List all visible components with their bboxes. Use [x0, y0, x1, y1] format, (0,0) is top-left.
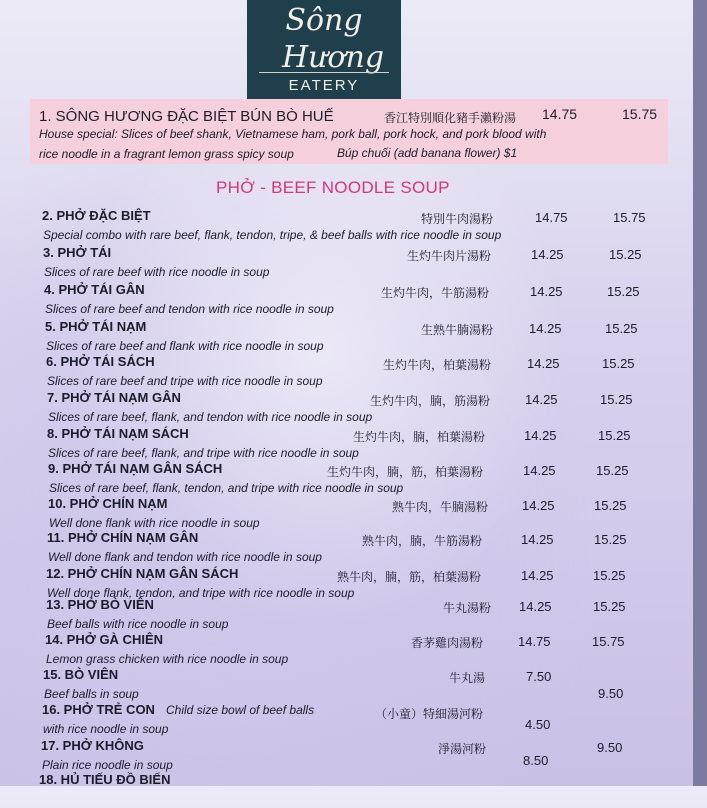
item-name: 7. PHỞ TÁI NẠM GÂN — [47, 390, 181, 405]
price-regular: 14.25 — [521, 532, 554, 547]
price-large: 9.50 — [598, 686, 624, 701]
item-name: 13. PHỞ BÒ VIÊN — [46, 597, 154, 612]
price-regular: 14.25 — [529, 321, 562, 336]
price-regular: 14.25 — [522, 498, 555, 513]
logo-subtitle: EATERY — [288, 77, 360, 94]
item-description: Well done flank, tendon, and tripe with rice noodle in soup — [47, 586, 355, 600]
item-name: 6. PHỞ TÁI SÁCH — [46, 354, 155, 369]
item-description: Lemon grass chicken with rice noodle in soup — [46, 652, 289, 666]
logo-divider — [259, 72, 389, 73]
price-large: 9.50 — [597, 740, 623, 755]
price-regular: 14.25 — [530, 284, 563, 299]
item-description: Slices of rare beef and tendon with rice noodle in soup — [45, 302, 334, 316]
item-name: 9. PHỞ TÁI NẠM GÂN SÁCH — [48, 461, 223, 476]
logo-line-1: Sông — [285, 3, 363, 38]
item-description: Special combo with rare beef, flank, tendon, tripe, & beef balls with rice noodle in soup — [43, 228, 502, 242]
item-chinese-name: 生灼牛肉，柏葉湯粉 — [383, 358, 492, 372]
item-chinese-name: 生灼牛肉，牛筋湯粉 — [381, 286, 490, 300]
item-description: Slices of rare beef and tripe with rice noodle in soup — [47, 374, 323, 388]
item-chinese-name: 特別牛肉湯粉 — [421, 212, 494, 226]
item-chinese-name: 熟牛肉，牛腩湯粉 — [392, 500, 489, 514]
menu-item — [0, 738, 707, 774]
price-regular: 14.75 — [518, 634, 551, 649]
price-large: 15.75 — [592, 634, 625, 649]
item-name: 14. PHỞ GÀ CHIÊN — [45, 632, 164, 647]
price-regular: 14.75 — [542, 106, 578, 122]
item-name: 18. HỦ TIẾU ĐỒ BIỂN — [39, 772, 171, 787]
item-name: 16. PHỞ TRẺ CON — [42, 702, 155, 717]
item-name: 11. PHỞ CHÍN NẠM GÂN — [47, 530, 199, 545]
price-regular: 14.25 — [524, 428, 557, 443]
item-description: Slices of rare beef, flank, and tendon with rice noodle in soup — [48, 410, 373, 424]
item-chinese-name: 生灼牛肉，腩，筋，柏葉湯粉 — [327, 465, 484, 479]
house-special-item — [30, 99, 668, 164]
item-description-line-1: House special: Slices of beef shank, Vietnamese ham, pork ball, pork hock, and pork blood with — [39, 127, 547, 141]
item-name: 3. PHỞ TÁI — [43, 245, 112, 260]
logo-line-2: Hương — [281, 40, 385, 75]
item-chinese-name: 熟牛肉，腩，牛筋湯粉 — [362, 534, 483, 548]
menu-item — [0, 702, 707, 738]
menu-item — [0, 632, 707, 668]
price-large: 15.25 — [593, 568, 626, 583]
price-regular: 14.25 — [523, 463, 556, 478]
price-large: 15.25 — [607, 284, 640, 299]
menu-item — [0, 319, 707, 355]
price-regular: 7.50 — [526, 669, 552, 684]
item-chinese-name: 生灼牛肉，腩，柏葉湯粉 — [353, 430, 486, 444]
item-description: Beef balls with rice noodle in soup — [47, 617, 229, 631]
item-description: Well done flank with rice noodle in soup — [49, 516, 260, 530]
item-name: 12. PHỞ CHÍN NẠM GÂN SÁCH — [46, 566, 239, 581]
menu-item — [0, 390, 707, 426]
price-large: 15.25 — [600, 392, 633, 407]
item-description: Well done flank and tendon with rice noodle in soup — [48, 550, 322, 564]
item-description: Slices of rare beef and flank with rice noodle in soup — [46, 339, 324, 353]
price-large: 15.25 — [594, 498, 627, 513]
restaurant-logo — [247, 0, 401, 99]
item-description: Slices of rare beef, flank, and tripe with rice noodle in soup — [48, 446, 359, 460]
item-chinese-name: 牛丸湯粉 — [443, 601, 492, 615]
menu-item — [0, 354, 707, 390]
menu-item — [0, 282, 707, 318]
item-name: 2. PHỞ ĐẶC BIỆT — [42, 208, 151, 223]
price-regular: 14.25 — [525, 392, 558, 407]
price-regular: 4.50 — [525, 717, 551, 732]
menu-item — [0, 667, 707, 703]
price-regular: 14.25 — [527, 356, 560, 371]
item-chinese-name: 熟牛肉，腩，筋，柏葉湯粉 — [337, 570, 482, 584]
price-large: 15.25 — [593, 599, 626, 614]
price-large: 15.25 — [596, 463, 629, 478]
price-large: 15.25 — [598, 428, 631, 443]
item-chinese-name: 淨湯河粉 — [438, 742, 487, 756]
item-name: 1. SÔNG HƯƠNG ĐẶC BIỆT BÚN BÒ HUẾ — [39, 108, 334, 125]
item-chinese-name: （小童）特細湯河粉 — [375, 707, 484, 721]
item-description: with rice noodle in soup — [43, 722, 169, 736]
menu-item — [0, 208, 707, 244]
item-chinese-name: 香茅雞肉湯粉 — [411, 636, 484, 650]
item-name: 17. PHỞ KHÔNG — [41, 738, 144, 753]
item-description: Beef balls in soup — [44, 687, 139, 701]
price-large: 15.25 — [605, 321, 638, 336]
menu-item — [0, 496, 707, 532]
item-name: 8. PHỞ TÁI NẠM SÁCH — [47, 426, 189, 441]
price-regular: 8.50 — [523, 753, 549, 768]
price-large: 15.25 — [609, 247, 642, 262]
addon-note: Búp chuối (add banana flower) $1 — [337, 146, 518, 160]
menu-item — [0, 245, 707, 281]
item-chinese-name: 香江特別順化豬手瀨粉湯 — [384, 111, 517, 125]
price-regular: 14.25 — [531, 247, 564, 262]
item-description: Slices of rare beef with rice noodle in soup — [44, 265, 270, 279]
item-name: 10. PHỞ CHÍN NẠM — [48, 496, 168, 511]
item-description-line-2: rice noodle in a fragrant lemon grass spicy soup — [39, 147, 294, 161]
item-name: 4. PHỞ TÁI GÂN — [44, 282, 145, 297]
section-title: PHỞ - BEEF NOODLE SOUP — [216, 178, 450, 197]
price-large: 15.75 — [622, 106, 658, 122]
item-chinese-name: 生灼牛肉片湯粉 — [407, 249, 492, 263]
menu-item — [0, 461, 707, 497]
menu-item — [0, 530, 707, 566]
item-name-suffix: Child size bowl of beef balls — [166, 703, 315, 717]
price-large: 15.25 — [602, 356, 635, 371]
menu-item — [0, 597, 707, 633]
price-large: 15.75 — [613, 210, 646, 225]
menu-item — [0, 772, 707, 808]
item-chinese-name: 生熟牛腩湯粉 — [421, 323, 494, 337]
item-chinese-name: 牛丸湯 — [449, 671, 486, 685]
item-name: 15. BÒ VIÊN — [43, 667, 119, 682]
price-regular: 14.25 — [521, 568, 554, 583]
price-regular: 14.25 — [519, 599, 552, 614]
menu-item — [0, 426, 707, 462]
item-description: Plain rice noodle in soup — [42, 758, 173, 772]
item-name: 5. PHỞ TÁI NẠM — [45, 319, 147, 334]
item-chinese-name: 生灼牛肉，腩，筋湯粉 — [370, 394, 491, 408]
price-regular: 14.75 — [535, 210, 568, 225]
price-large: 15.25 — [594, 532, 627, 547]
item-description: Slices of rare beef, flank, tendon, and tripe with rice noodle in soup — [49, 481, 404, 495]
